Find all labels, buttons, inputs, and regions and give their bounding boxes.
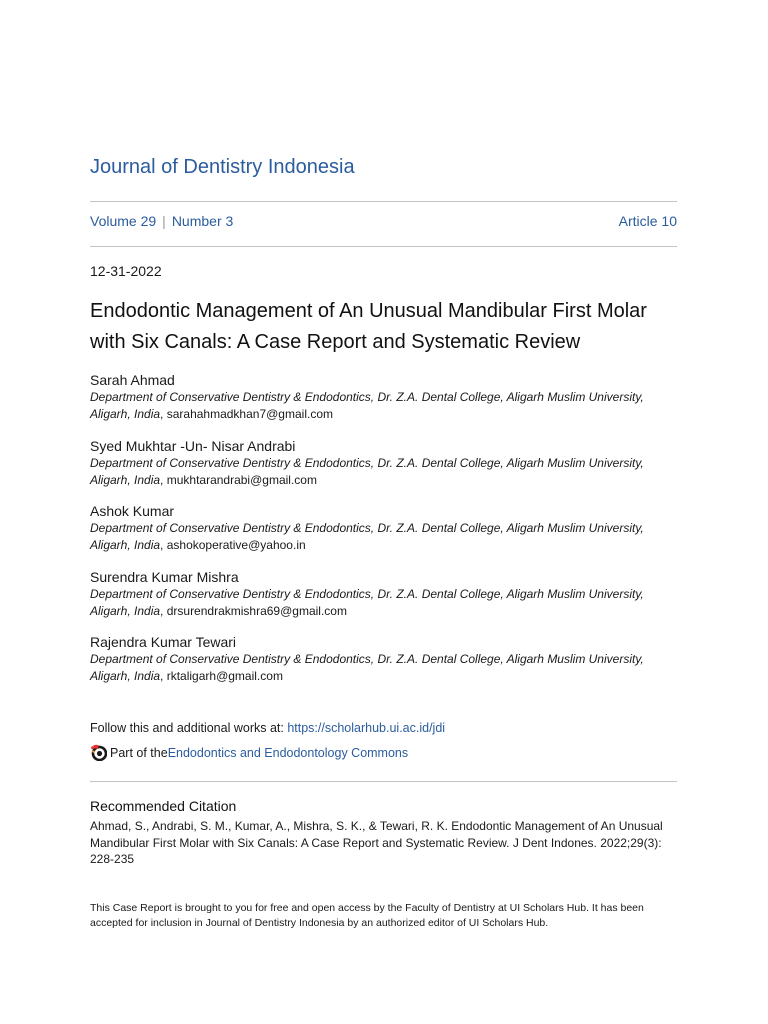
author-email: rktaligarh@gmail.com [166,669,283,683]
author-entry [90,438,677,504]
follow-line [90,721,445,735]
part-of-prefix: Part of the [110,745,168,760]
issue-divider [90,246,677,247]
commons-link[interactable]: Endodontics and Endodontology Commons [167,745,409,760]
top-divider [90,201,677,202]
author-name: Syed Mukhtar -Un- Nisar Andrabi [90,437,296,454]
author-name: Ashok Kumar [90,503,175,519]
author-name: Rajendra Kumar Tewari [90,634,237,650]
author-entry [90,634,677,700]
author-list [90,372,677,700]
author-affiliation: Department of Conservative Dentistry & Endodontics, Dr. Z.A. Dental College, Aligarh Muslim University, Aligarh, India, mukhtarandrabi@gmail.com [90,455,644,487]
publication-date: 12-31-2022 [90,263,162,279]
follow-prefix: Follow this and additional works at: [90,721,288,735]
author-email: ashokoperative@yahoo.in [166,538,306,552]
author-affiliation: Department of Conservative Dentistry & Endodontics, Dr. Z.A. Dental College, Aligarh Muslim University, Aligarh, India, rktaligarh@gmail.com [90,652,644,683]
author-email: drsurendrakmishra69@gmail.com [166,603,347,618]
author-name: Sarah Ahmad [90,372,175,388]
author-email: mukhtarandrabi@gmail.com [166,472,317,487]
article-title: Endodontic Management of An Unusual Mandibular First Molar with Six Canals: A Case Report and Systematic Review [90,300,647,353]
citation-text: Ahmad, S., Andrabi, S. M., Kumar, A., Mishra, S. K., & Tewari, R. K. Endodontic Management of An Unusual Mandibular First Molar with Six Canals: A Case Report and Systematic Review. J Dent Indones. 2022;29(3): 228-235 [90,819,663,866]
author-entry [90,569,677,635]
affiliation-text: Department of Conservative Dentistry & Endodontics, Dr. Z.A. Dental College, Aligarh Muslim University, Aligarh, India [90,390,644,421]
affiliation-text: Department of Conservative Dentistry & Endodontics, Dr. Z.A. Dental College, Aligarh Muslim University, Aligarh, India [90,455,644,487]
author-entry [90,372,677,438]
affiliation-text: Department of Conservative Dentistry & Endodontics, Dr. Z.A. Dental College, Aligarh Muslim University, Aligarh, India [90,586,644,618]
author-affiliation: Department of Conservative Dentistry & Endodontics, Dr. Z.A. Dental College, Aligarh Muslim University, Aligarh, India, ashokoperative@yahoo.in [90,521,644,552]
access-statement: This Case Report is brought to you for free and open access by the Faculty of Dentistry at UI Scholars Hub. It has been accepted for inclusion in Journal of Dentistry Indonesia by an authorized editor of UI Scholars Hub. [90,902,644,929]
author-affiliation: Department of Conservative Dentistry & Endodontics, Dr. Z.A. Dental College, Aligarh Muslim University, Aligarh, India, drsurendrakmishra69@gmail.com [90,586,644,618]
part-of-line [90,744,408,761]
creative-commons-icon [90,744,107,761]
recommended-citation-heading: Recommended Citation [90,798,237,814]
affiliation-text: Department of Conservative Dentistry & Endodontics, Dr. Z.A. Dental College, Aligarh Muslim University, Aligarh, India [90,652,644,683]
journal-title-link[interactable]: Journal of Dentistry Indonesia [90,156,355,178]
author-email: sarahahmadkhan7@gmail.com [166,407,333,421]
issue-bar [90,213,677,229]
repository-link[interactable]: https://scholarhub.ui.ac.id/jdi [287,721,446,735]
issue-separator: | [162,213,166,229]
author-entry [90,503,677,569]
author-name: Surendra Kumar Mishra [90,568,239,585]
affiliation-text: Department of Conservative Dentistry & Endodontics, Dr. Z.A. Dental College, Aligarh Muslim University, Aligarh, India [90,521,644,552]
citation-divider [90,781,677,782]
article-link[interactable]: Article 10 [618,213,677,229]
author-affiliation: Department of Conservative Dentistry & Endodontics, Dr. Z.A. Dental College, Aligarh Muslim University, Aligarh, India, sarahahmadkhan7@gmail.com [90,390,644,421]
volume-link[interactable]: Volume 29 [90,213,157,229]
number-link[interactable]: Number 3 [171,213,234,229]
